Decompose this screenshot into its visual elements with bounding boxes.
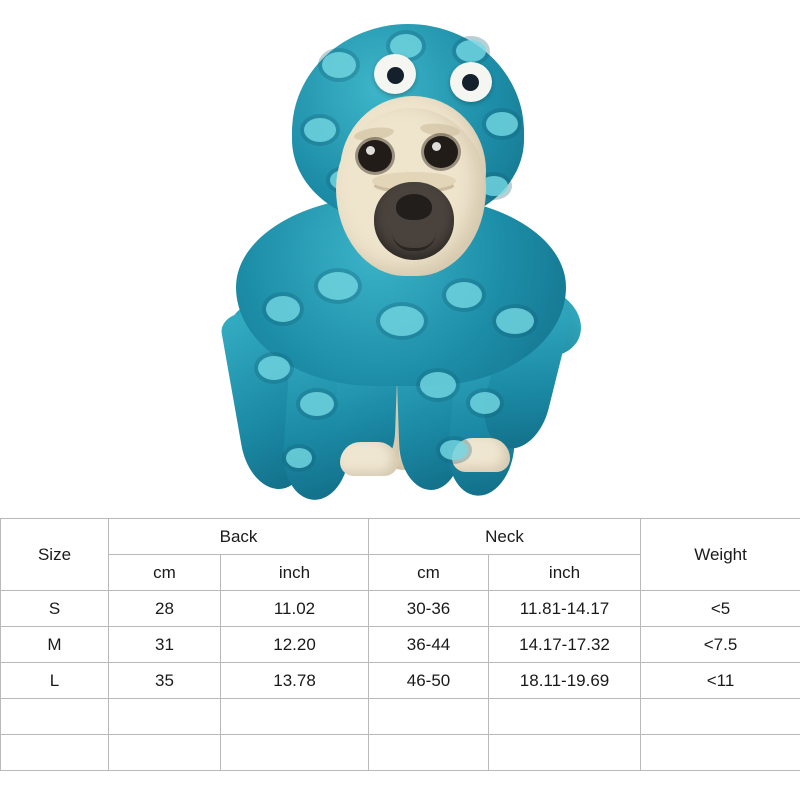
cell-weight-kg: <11 bbox=[641, 663, 800, 699]
header-back-cm: cm bbox=[109, 555, 221, 591]
cell-neck-inch: 11.81-14.17 bbox=[489, 591, 641, 627]
table-row bbox=[1, 663, 800, 699]
costume-spot bbox=[456, 40, 486, 62]
cell-neck-cm: 30-36 bbox=[369, 591, 489, 627]
costume-spot bbox=[496, 308, 534, 334]
header-neck-inch: inch bbox=[489, 555, 641, 591]
costume-spot bbox=[258, 356, 290, 380]
cell-weight-kg: <5 bbox=[641, 591, 800, 627]
header-neck-cm: cm bbox=[369, 555, 489, 591]
costume-spot bbox=[486, 112, 518, 136]
cell-neck-inch bbox=[489, 699, 641, 735]
cell-size: S bbox=[1, 591, 109, 627]
eye-glint bbox=[366, 146, 375, 155]
costume-spot bbox=[380, 306, 424, 336]
cell-back-inch: 12.20 bbox=[221, 627, 369, 663]
cell-back-cm bbox=[109, 735, 221, 771]
octopus-pupil-right bbox=[462, 74, 479, 91]
cell-neck-cm bbox=[369, 699, 489, 735]
header-neck: Neck bbox=[369, 519, 641, 555]
costume-spot bbox=[286, 448, 312, 468]
header-back: Back bbox=[109, 519, 369, 555]
eye-glint bbox=[432, 142, 441, 151]
cell-back-cm: 28 bbox=[109, 591, 221, 627]
cell-size bbox=[1, 735, 109, 771]
cell-weight-kg bbox=[641, 735, 800, 771]
dog-eye-left bbox=[358, 140, 392, 172]
cell-back-cm: 35 bbox=[109, 663, 221, 699]
cell-back-cm bbox=[109, 699, 221, 735]
costume-spot bbox=[322, 52, 356, 78]
cell-size bbox=[1, 699, 109, 735]
table-row bbox=[1, 591, 800, 627]
costume-spot bbox=[266, 296, 300, 322]
cell-neck-cm bbox=[369, 735, 489, 771]
cell-neck-inch bbox=[489, 735, 641, 771]
header-size: Size bbox=[1, 519, 109, 591]
header-back-inch: inch bbox=[221, 555, 369, 591]
cell-neck-cm: 46-50 bbox=[369, 663, 489, 699]
costume-spot bbox=[420, 372, 456, 398]
header-weight: Weight bbox=[641, 519, 800, 591]
octopus-eye-right bbox=[450, 62, 492, 102]
cell-neck-cm: 36-44 bbox=[369, 627, 489, 663]
costume-spot bbox=[300, 392, 334, 416]
cell-weight-kg bbox=[641, 699, 800, 735]
cell-back-inch: 13.78 bbox=[221, 663, 369, 699]
cell-back-inch bbox=[221, 699, 369, 735]
costume-spot bbox=[446, 282, 482, 308]
dog-nose bbox=[396, 194, 432, 220]
octopus-pupil-left bbox=[387, 67, 404, 84]
costume-spot bbox=[304, 118, 336, 142]
costume-spot bbox=[470, 392, 500, 414]
cell-back-inch: 11.02 bbox=[221, 591, 369, 627]
cell-back-cm: 31 bbox=[109, 627, 221, 663]
dog-eye-right bbox=[424, 136, 458, 168]
cell-size: L bbox=[1, 663, 109, 699]
table-header-row-groups bbox=[1, 519, 800, 555]
cell-back-inch bbox=[221, 735, 369, 771]
table-row bbox=[1, 699, 800, 735]
cell-neck-inch: 14.17-17.32 bbox=[489, 627, 641, 663]
size-chart bbox=[0, 518, 800, 800]
cell-weight-kg: <7.5 bbox=[641, 627, 800, 663]
cell-size: M bbox=[1, 627, 109, 663]
table-row bbox=[1, 627, 800, 663]
table-row bbox=[1, 735, 800, 771]
size-table bbox=[0, 518, 800, 771]
dog-paw-left bbox=[340, 442, 398, 476]
costume-spot bbox=[318, 272, 358, 300]
octopus-eye-left bbox=[374, 54, 416, 94]
cell-neck-inch: 18.11-19.69 bbox=[489, 663, 641, 699]
costume-spot bbox=[440, 440, 468, 460]
